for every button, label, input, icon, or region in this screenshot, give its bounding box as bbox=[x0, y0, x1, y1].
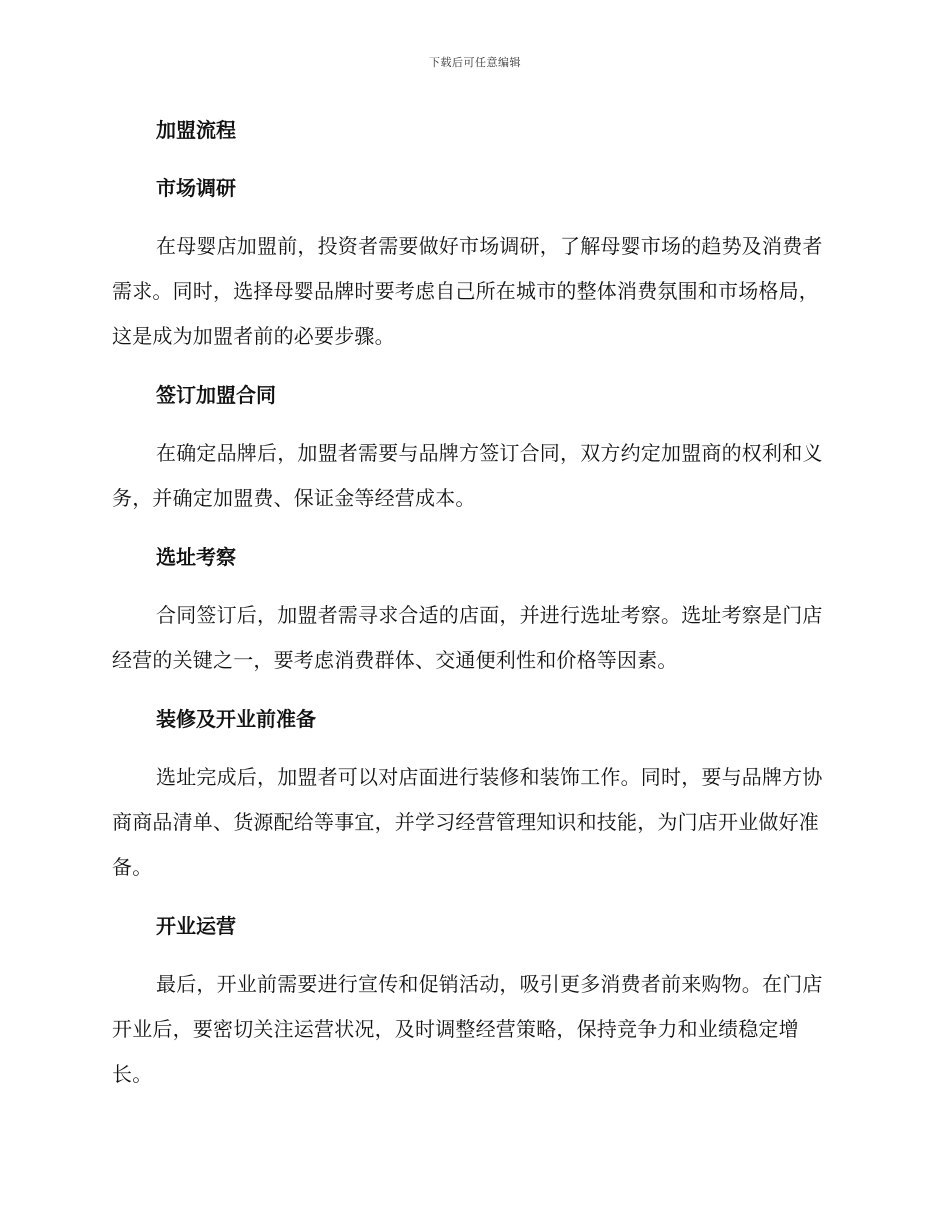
section-renovation-preparation bbox=[112, 697, 832, 890]
section-paragraph: 选址完成后，加盟者可以对店面进行装修和装饰工作。同时，要与品牌方协商商品清单、货源配给等事宜，并学习经营管理知识和技能，为门店开业做好准备。 bbox=[112, 765, 823, 879]
section-paragraph: 在确定品牌后，加盟者需要与品牌方签订合同，双方约定加盟商的权利和义务，并确定加盟费、保证金等经营成本。 bbox=[112, 441, 823, 510]
document-title: 加盟流程 bbox=[156, 118, 236, 142]
section-heading: 市场调研 bbox=[156, 176, 236, 200]
section-paragraph: 最后，开业前需要进行宣传和促销活动，吸引更多消费者前来购物。在门店开业后，要密切关注运营状况，及时调整经营策略，保持竞争力和业绩稳定增长。 bbox=[112, 972, 823, 1086]
section-site-selection bbox=[112, 535, 832, 683]
section-heading: 选址考察 bbox=[156, 545, 236, 569]
section-heading: 签订加盟合同 bbox=[156, 383, 276, 407]
section-opening-operation bbox=[112, 904, 832, 1097]
section-paragraph: 在母婴店加盟前，投资者需要做好市场调研，了解母婴市场的趋势及消费者需求。同时，选择母婴品牌时要考虑自己所在城市的整体消费氛围和市场格局，这是成为加盟者前的必要步骤。 bbox=[112, 234, 823, 348]
section-sign-contract bbox=[112, 373, 832, 521]
document-body bbox=[112, 108, 832, 1111]
section-market-research bbox=[112, 166, 832, 359]
section-heading: 装修及开业前准备 bbox=[156, 707, 316, 731]
section-heading: 开业运营 bbox=[156, 914, 236, 938]
section-paragraph: 合同签订后，加盟者需寻求合适的店面，并进行选址考察。选址考察是门店经营的关键之一，要考虑消费群体、交通便利性和价格等因素。 bbox=[112, 603, 823, 672]
page-header-note: 下载后可任意编辑 bbox=[429, 56, 521, 69]
